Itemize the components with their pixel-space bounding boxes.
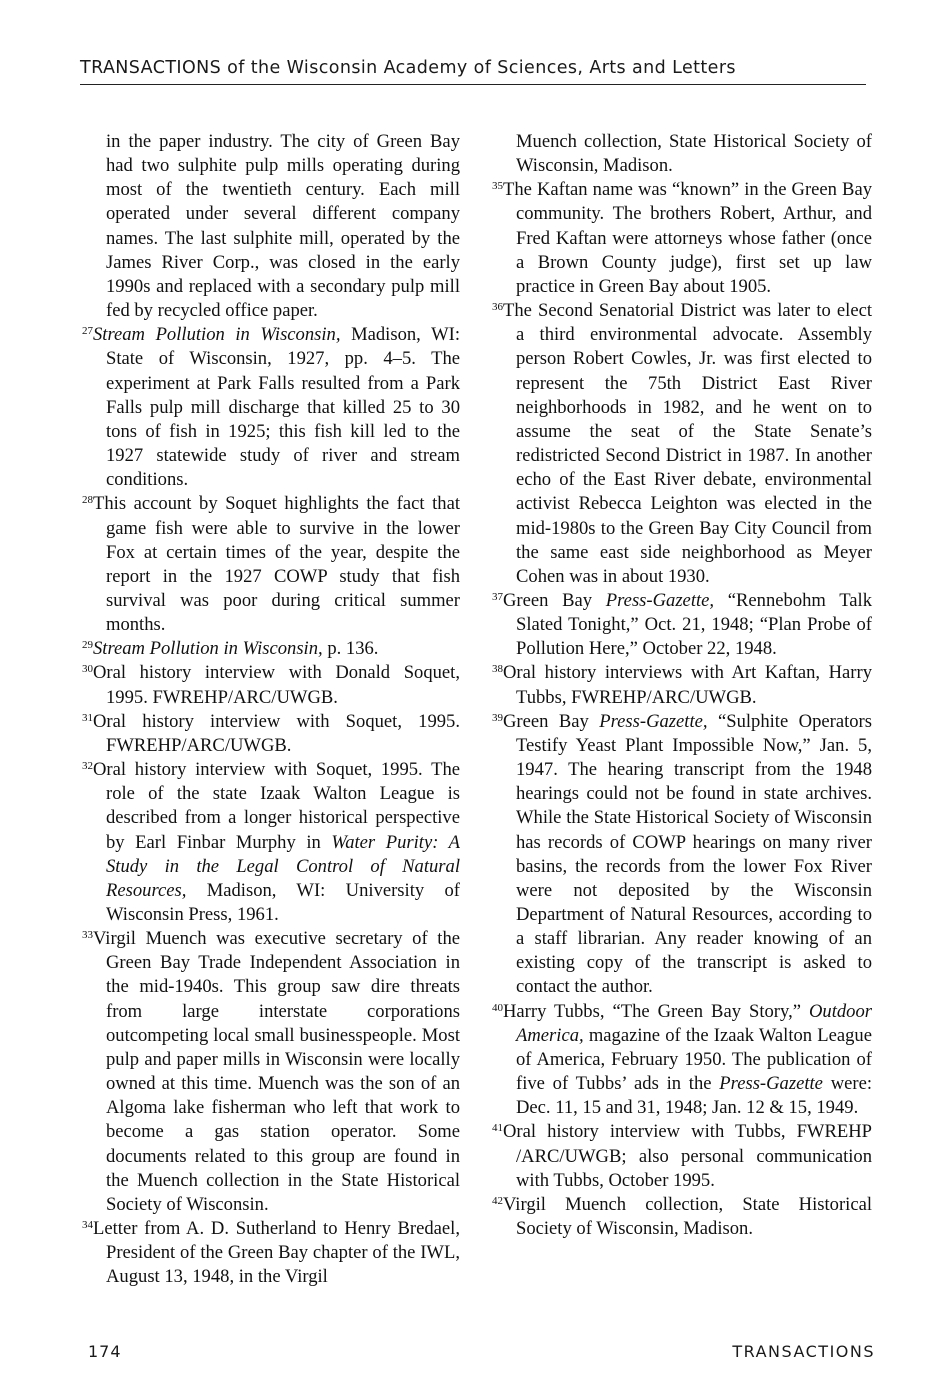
note-30	[82, 661, 460, 709]
note-38	[492, 661, 872, 709]
note-34	[82, 1217, 460, 1289]
header-rule	[80, 84, 866, 85]
note-26-continuation: in the paper industry. The city of Green Bay had two sulphite pulp mills operating during most of the twentieth century. Each mill operated under several different company names. The last sulphite mill, operated by the James River Corp., was closed in the early 1990s and replaced with a secondary pulp mill fed by recycled office paper.	[106, 131, 460, 322]
note-text: Oral history interviews with Art Kaftan, Harry Tubbs, FWREHP/ARC/UWGB.	[503, 662, 872, 708]
left-column	[82, 130, 460, 1290]
note-title: Outdoor America,	[516, 1000, 872, 1046]
note-37	[492, 589, 872, 661]
note-number: 36	[492, 301, 503, 314]
note-text: Oral history interview with Soquet, 1995. The role of the state Izaak Walton League is described from a longer historical perspective by Earl Finbar Murphy in	[93, 759, 460, 853]
note-text: Virgil Muench was executive secretary of the Green Bay Trade Independent Association in the mid-1940s. This group saw dire threats from large interstate corporations outcompeting local small businesspeople. Most pulp and paper mills in Wisconsin were locally owned at this time. Muench was the son of an Algoma lake fisherman who left that work to become a gas station operator. Some documents related to this group are found in the Muench collection in the State Historical Society of Wisconsin.	[93, 928, 460, 1215]
note-number: 31	[82, 711, 93, 724]
note-text: “Sulphite Operators Testify Yeast Plant Impossible Now,” Jan. 5, 1947. The hearing transcript from the 1948 hearings could not be found in state archives. While the State Historical Society of Wisconsin has records of COWP hearings on many river basins, the records from the lower Fox River were not deposited by the Wisconsin Department of Natural Resources, according to a staff librarian. Any reader knowing of an existing copy of the transcript is asked to contact the author.	[516, 710, 872, 998]
note-35	[492, 178, 872, 299]
note-29	[82, 637, 460, 661]
note-40	[492, 1000, 872, 1121]
note-title: Water Purity: A Study in the Legal Control of Natural Resources,	[106, 831, 460, 901]
note-34-continuation: Muench collection, State Historical Society of Wisconsin, Madison.	[516, 131, 872, 177]
note-number: 38	[492, 663, 503, 676]
note-text: Madison, WI: State of Wisconsin, 1927, pp. 4–5. The experiment at Park Falls resulted from a Park Falls pulp mill discharge that killed 25 to 30 tons of fish in 1925; this fish kill led to the 1927 statewide study of river and stream conditions.	[106, 324, 460, 491]
note-number: 33	[82, 929, 93, 942]
note-text: Virgil Muench collection, State Historical Society of Wisconsin, Madison.	[503, 1193, 872, 1240]
running-head: TRANSACTIONS of the Wisconsin Academy of Sciences, Arts and Letters	[80, 58, 736, 78]
note-text: magazine of the Izaak Walton League of America, February 1950. The publication of five of Tubbs’ ads in the	[516, 1024, 872, 1095]
note-number: 41	[492, 1122, 503, 1135]
note-36	[492, 299, 872, 589]
note-number: 32	[82, 760, 93, 773]
note-text: Harry Tubbs, “The Green Bay Story,”	[503, 1000, 809, 1022]
note-title: Press-Gazette,	[599, 710, 708, 732]
note-text: p. 136.	[322, 638, 379, 660]
note-32	[82, 758, 460, 927]
note-31	[82, 710, 460, 758]
note-title: Press-Gazette	[719, 1073, 823, 1095]
note-27	[82, 323, 460, 492]
note-39	[492, 710, 872, 1000]
note-number: 42	[492, 1194, 503, 1207]
note-number: 37	[492, 590, 503, 603]
note-text: were: Dec. 11, 15 and 31, 1948; Jan. 12 & 15, 1949.	[516, 1073, 872, 1119]
note-41	[492, 1120, 872, 1192]
note-text: Madison, WI: University of Wisconsin Press, 1961.	[106, 879, 460, 925]
note-number: 39	[492, 711, 503, 724]
right-column	[492, 130, 872, 1241]
note-text: The Second Senatorial District was later to elect a third environmental advocate. Assembly person Robert Cowles, Jr. was first elected to represent the 75th District East River neighborhoods in 1982, and he went on to assume the seat of the State Senate’s redistricted Second District in 1987. In another echo of the East River debate, environmental activist Rebecca Leighton was elected in the mid-1980s to the Green Bay City Council from the same east side neighborhood as Meyer Cohen was in about 1930.	[503, 300, 872, 587]
note-text: Green Bay	[503, 589, 606, 611]
note-42	[492, 1193, 872, 1241]
note-text: Letter from A. D. Sutherland to Henry Bredael, President of the Green Bay chapter of the IWL, August 13, 1948, in the Virgil	[93, 1218, 460, 1288]
note-title: Press-Gazette,	[605, 589, 715, 611]
note-number: 28	[82, 494, 93, 507]
note-text: “Rennebohm Talk Slated Tonight,” Oct. 21, 1948; “Plan Probe of Pollution Here,” October 22, 1948.	[516, 589, 873, 660]
note-number: 40	[492, 1001, 503, 1014]
note-number: 35	[492, 180, 503, 193]
footer-label: TRANSACTIONS	[732, 1342, 875, 1361]
note-text: Green Bay	[503, 710, 600, 732]
note-number: 29	[82, 639, 93, 652]
note-33	[82, 927, 460, 1217]
note-title: Stream Pollution in Wisconsin,	[93, 324, 341, 346]
note-title: Stream Pollution in Wisconsin,	[93, 638, 323, 660]
note-number: 30	[82, 663, 93, 676]
note-text: Oral history interview with Soquet, 1995. FWREHP/ARC/UWGB.	[93, 710, 460, 756]
page-number: 174	[88, 1342, 122, 1361]
note-text: Oral history interview with Tubbs, FWREHP /ARC/UWGB; also personal communication with Tubbs, October 1995.	[503, 1121, 872, 1191]
note-text: The Kaftan name was “known” in the Green Bay community. The brothers Robert, Arthur, and Fred Kaftan were attorneys whose father (once a Brown County judge), first set up law practice in Green Bay about 1905.	[503, 179, 872, 297]
note-number: 27	[82, 325, 93, 338]
note-number: 34	[82, 1219, 93, 1232]
note-28	[82, 492, 460, 637]
note-text: This account by Soquet highlights the fact that game fish were able to survive in the lower Fox at certain times of the year, despite the report in the 1927 COWP study that fish survival was poor during critical summer months.	[93, 493, 460, 636]
note-text: Oral history interview with Donald Soquet, 1995. FWREHP/ARC/UWGB.	[93, 662, 460, 708]
